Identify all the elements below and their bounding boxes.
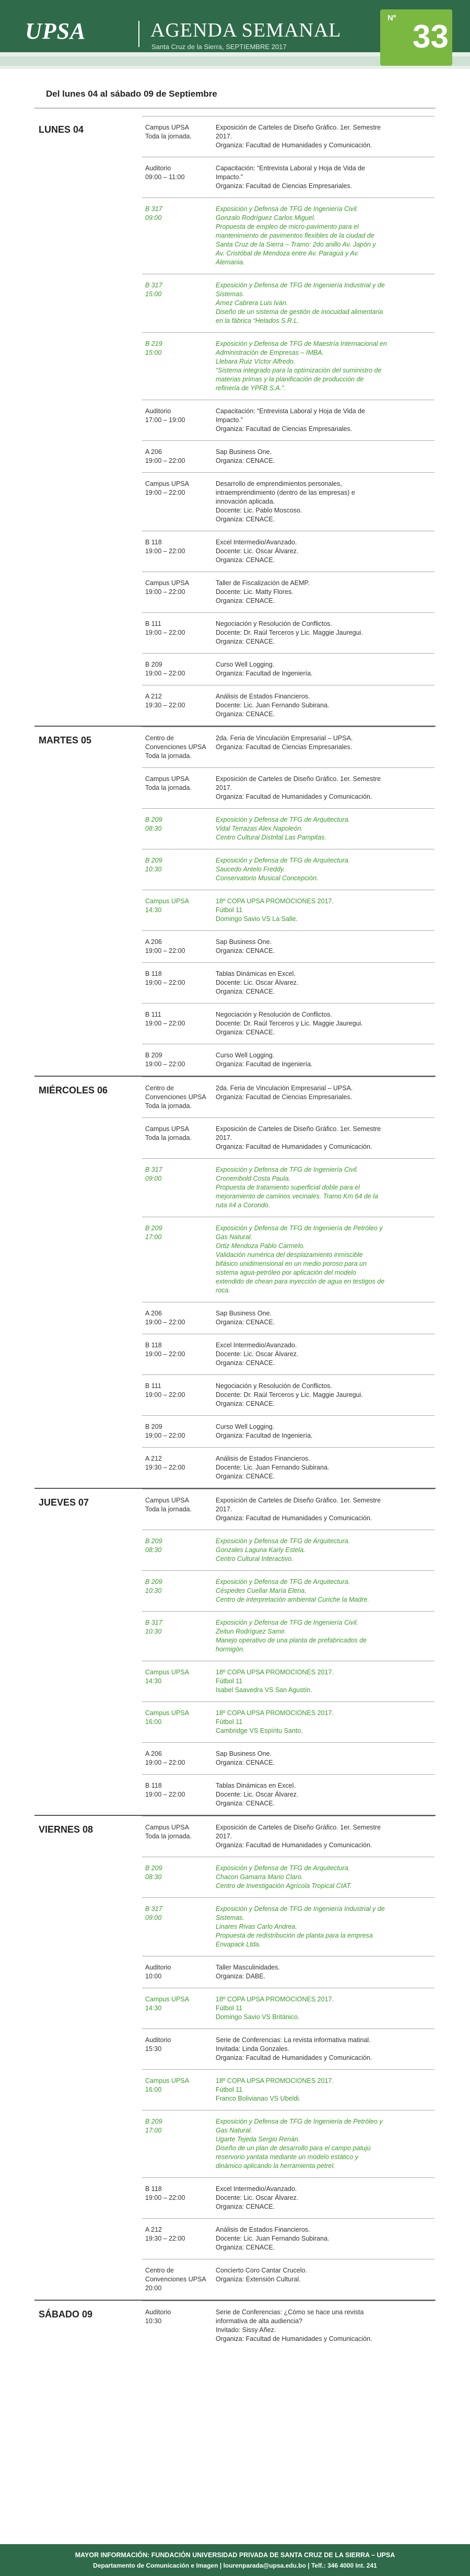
event-description: Curso Well Logging. Organiza: Facultad de Ingeniería. [216,661,313,677]
event-place-time: B 317 15:00 [145,282,162,298]
event-entry [142,2259,434,2300]
issue-number-box [380,9,452,66]
day-section [0,2301,470,2350]
event-description: Capacitación: “Entrevista Laboral y Hoja de Vida de Impacto.” Organiza: Facultad de Ciencias Empresariales. [216,165,366,190]
event-description: Sap Business One. Organiza: CENACE. [216,448,275,464]
upsa-logo: UPSA [25,18,86,44]
event-description: Desarrollo de emprendimientos personales, intraemprendimiento (dentro de las empresas) e innovación aplicada. Docente: Lic. Pablo Moscoso. Organiza: CENACE. [216,480,355,523]
event-description: 2da. Feria de Vinculación Empresarial – UPSA. Organiza: Facultad de Ciencias Empresariales. [216,735,353,751]
event-description: Sap Business One. Organiza: CENACE. [216,1750,275,1766]
event-description: Negociación y Resolución de Conflictos. Docente: Dr. Raúl Terceros y Lic. Maggie Jauregui. Organiza: CENACE. [216,1011,363,1036]
event-place-time: Campus UPSA Toda la jornada. [145,124,192,140]
event-entry [142,472,434,531]
event-place-time: A 206 19:00 – 22:00 [145,1310,185,1326]
event-place-time: Campus UPSA Toda la jornada. [145,1125,192,1141]
event-entry [142,1956,434,1988]
event-entry [142,440,434,472]
event-description: Sap Business One. Organiza: CENACE. [216,938,275,954]
event-description: Exposición de Carteles de Diseño Gráfico. 1er. Semestre 2017. Organiza: Facultad de Humanidades y Comunicación. [216,775,381,800]
header-divider [138,21,139,47]
event-place-time: Campus UPSA Toda la jornada. [145,1497,192,1513]
event-description: Exposición y Defensa de TFG de Ingeniería de Petróleo y Gas Natural. Ortiz Mendoza Pablo Carmelo. Validación numérica del desplazamiento inmiscible bifásico unidimensional en un medio poroso para un sistema agua-petróleo por aplicación del modelo extendido de chean para inyección de agua en testigos de roca. [216,1225,385,1294]
event-description: 18º COPA UPSA PROMOCIONES 2017. Fútbol 11 Domingo Savio VS Británico. [216,1996,334,2021]
event-place-time: Auditorio 10:30 [145,2309,171,2325]
event-entry [142,1857,434,1897]
event-place-time: B 118 19:00 – 22:00 [145,970,185,986]
event-place-time: B 118 19:00 – 22:00 [145,1782,185,1798]
event-description: 18º COPA UPSA PROMOCIONES 2017. Fútbol 11 Isabel Saavedra VS San Agustín. [216,1669,334,1694]
event-entry [142,157,434,197]
event-place-time: A 212 19:30 – 22:00 [145,1455,185,1471]
event-entry [142,116,434,157]
event-entry [142,1117,434,1158]
footer-contact: Departamento de Comunicación e Imagen | lourenparada@upsa.edu.bo | Telf.: 346 4000 Int. 241 [93,2562,377,2569]
event-description: Exposición y Defensa de TFG de Maestría Internacional en Administración de Empresas – IMBA. Llebara Ruiz Víctor Alfredo. “Sistema integrado para la optimización del suministro de materias primas y la planificación de producción de refinería de YPFB S.A.”. [216,340,387,392]
event-entry [142,2110,434,2177]
event-place-time: Auditorio 09:00 – 11:00 [145,165,185,181]
event-entry [142,1774,434,1815]
event-place-time: B 209 10:30 [145,857,162,873]
event-description: Excel Intermedio/Avanzado. Docente: Lic. Oscar Álvarez. Organiza: CENACE. [216,1342,299,1367]
event-description: Análisis de Estados Financieros. Docente: Lic. Juan Fernando Subirana. Organiza: CENACE. [216,2226,330,2251]
event-description: 18º COPA UPSA PROMOCIONES 2017. Fútbol 11 Cambridge VS Espíritu Santo. [216,1709,334,1734]
event-entry [142,197,434,274]
event-place-time: Campus UPSA 19:00 – 22:00 [145,480,190,496]
event-description: 18º COPA UPSA PROMOCIONES 2017. Fútbol 11 Domingo Savio VS La Salle. [216,897,334,923]
event-description: Análisis de Estados Financieros. Docente: Lic. Juan Fernando Subirana. Organiza: CENACE. [216,1455,330,1480]
event-entry [142,2029,434,2069]
day-name: MIÉRCOLES 06 [39,1085,108,1095]
event-entry [142,1158,434,1217]
event-place-time: A 206 19:00 – 22:00 [145,448,185,464]
event-place-time: Campus UPSA Toda la jornada. [145,1824,192,1840]
event-description: Exposición y Defensa de TFG de Arquitectura. Gonzales Laguna Karly Estela. Centro Cultural Interactivo. [216,1537,350,1563]
event-entry [142,1044,434,1076]
event-place-time: B 209 08:30 [145,1864,162,1881]
event-description: Exposición de Carteles de Diseño Gráfico. 1er. Semestre 2017. Organiza: Facultad de Humanidades y Comunicación. [216,1824,381,1849]
event-description: Concierto Coro Cantar Crucelo. Organiza: Extensión Cultural. [216,2267,308,2283]
event-description: Curso Well Logging. Organiza: Facultad de Ingeniería. [216,1052,313,1068]
event-description: 2da. Feria de Vinculación Empresarial – UPSA. Organiza: Facultad de Ciencias Empresariales. [216,1085,353,1101]
event-entry [142,1530,434,1570]
event-entry [142,1334,434,1374]
footer [0,2544,470,2576]
event-entry [142,2069,434,2110]
event-description: Capacitación: “Entrevista Laboral y Hoja de Vida de Impacto.” Organiza: Facultad de Ciencias Empresariales. [216,407,366,433]
event-place-time: B 209 08:30 [145,816,162,832]
event-place-time: Auditorio 17:00 – 19:00 [145,407,185,424]
event-place-time: Campus UPSA 14:30 [145,1669,190,1685]
event-place-time: Auditorio 15:30 [145,2036,171,2053]
event-place-time: Campus UPSA 16:00 [145,2077,190,2093]
event-place-time: Centro de Convenciones UPSA Toda la jornada. [145,735,206,760]
top-rule [34,108,436,109]
event-place-time: B 317 10:30 [145,1619,162,1635]
event-entry [142,653,434,685]
day-section [0,1816,470,2300]
event-entry [142,531,434,572]
event-place-time: Campus UPSA 16:00 [145,1709,190,1726]
page-title: AGENDA SEMANAL [150,19,342,41]
event-place-time: B 209 19:00 – 22:00 [145,1423,185,1439]
event-place-time: B 118 19:00 – 22:00 [145,539,185,555]
event-description: Exposición de Carteles de Diseño Gráfico. 1er. Semestre 2017. Organiza: Facultad de Humanidades y Comunicación. [216,1497,381,1522]
day-section [0,727,470,1076]
event-description: Exposición y Defensa de TFG de Arquitectura. Céspedes Cuellar María Elena. Centro de interpretación ambiental Curiche la Madre. [216,1578,369,1603]
event-description: Taller Masculinidades. Organiza: DABE. [216,1964,280,1980]
event-entry [142,727,434,767]
event-description: Exposición y Defensa de TFG de Ingeniería Industrial y de Sistemas. Linares Rivas Carlo Andrea. Propuesta de redistribución de planta para la empresa Envapack Ltda. [216,1905,385,1948]
event-place-time: B 317 09:00 [145,1905,162,1921]
event-description: Análisis de Estados Financieros. Docente: Lic. Juan Fernando Subirana. Organiza: CENACE. [216,693,330,718]
header [0,0,470,69]
event-description: Serie de Conferencias: La revista informativa matinal. Invitada: Linda Gonzales. Organiza: Facultad de Humanidades y Comunicación. [216,2036,372,2061]
event-place-time: Centro de Convenciones UPSA Toda la jornada. [145,1085,206,1110]
event-description: Exposición y Defensa de TFG de Arquitectura. Chacon Gamarra Mario Claro. Centro de Investigación Agrícola Tropical CIAT. [216,1864,352,1890]
event-description: Negociación y Resolución de Conflictos. Docente: Dr. Raúl Terceros y Lic. Maggie Jauregui. Organiza: CENACE. [216,620,363,645]
event-description: Negociación y Resolución de Conflictos. Docente: Dr. Raúl Terceros y Lic. Maggie Jauregui. Organiza: CENACE. [216,1382,363,1407]
event-place-time: Campus UPSA 14:30 [145,897,190,914]
event-entry [142,1217,434,1302]
event-place-time: B 209 17:00 [145,1225,162,1241]
event-place-time: B 209 08:30 [145,1537,162,1554]
event-description: Serie de Conferencias: ¿Cómo se hace una revista informativa de alta audiencia? Invitado: Sissy Añez. Organiza: Facultad de Humanidades y Comunicación. [216,2309,372,2342]
event-entry [142,1701,434,1742]
event-place-time: Auditorio 10:00 [145,1964,171,1980]
event-place-time: A 212 19:30 – 22:00 [145,2226,185,2242]
event-description: Sap Business One. Organiza: CENACE. [216,1310,275,1326]
event-entry [142,685,434,726]
event-entry [142,1489,434,1530]
event-place-time: B 118 19:00 – 22:00 [145,1342,185,1358]
event-entry [142,612,434,653]
event-place-time: A 212 19:30 – 22:00 [145,693,185,709]
day-section [0,1489,470,1815]
event-place-time: B 209 10:30 [145,1578,162,1594]
event-place-time: B 317 09:00 [145,205,162,222]
event-description: Exposición y Defensa de TFG de Ingeniería Civil. Zeitun Rodríguez Samir. Manejo operativo de una planta de prefabricados de hormigón. [216,1619,367,1653]
event-place-time: B 209 19:00 – 22:00 [145,1052,185,1068]
event-description: Exposición y Defensa de TFG de Arquitectura. Vidal Terrazas Alex Napoleón. Centro Cultural Distrital Las Pampitas. [216,816,350,841]
event-entry [142,572,434,612]
event-place-time: B 209 17:00 [145,2118,162,2134]
event-entry [142,1302,434,1334]
issue-number: 33 [413,19,449,55]
event-entry [142,930,434,962]
event-entry [142,1742,434,1774]
event-description: 18º COPA UPSA PROMOCIONES 2017. Fútbol 11 Franco Bolivianao VS Ubeldi. [216,2077,334,2102]
event-description: Exposición y Defensa de TFG de Ingeniería Civil. Cronembold Costa Paula. Propuesta de tratamiento superficial doble para el mejoramiento de caminos vecinales. Tramo Km 64 de la ruta #4 a Corondo. [216,1166,379,1209]
event-entry [142,2218,434,2259]
event-place-time: B 209 19:00 – 22:00 [145,661,185,677]
event-entry [142,1816,434,1857]
event-entry [142,1374,434,1415]
event-entry [142,808,434,849]
event-description: Curso Well Logging. Organiza: Facultad de Ingeniería. [216,1423,313,1439]
event-entry [142,1077,434,1117]
day-name: LUNES 04 [39,124,84,135]
event-entry [142,2301,434,2350]
event-place-time: B 219 15:00 [145,340,162,356]
event-entry [142,1003,434,1044]
date-range: Del lunes 04 al sábado 09 de Septiembre [46,89,217,99]
event-entry [142,1447,434,1488]
event-entry [142,1661,434,1701]
event-description: Exposición y Defensa de TFG de Ingeniería Civil. Gonzalo Rodríguez Carlos Miguel. Propuesta de empleo de micro-pavimento para el mantenimiento de pavimentos flexibles de la ciudad de Santa Cruz de la Sierra – Tramo: 2do anillo Av. Japón y Av. Cristóbal de Mendoza entre Av. Paraguá y Av. Alemania. [216,205,376,266]
event-place-time: Campus UPSA Toda la jornada. [145,775,192,791]
event-place-time: A 206 19:00 – 22:00 [145,1750,185,1766]
event-description: Taller de Fiscalización de AEMP. Docente: Lic. Matty Flores. Organiza: CENACE. [216,579,310,604]
event-description: Exposición y Defensa de TFG de Ingeniería de Petróleo y Gas Natural. Ugarte Tejeda Sergio Renán. Diseño de un plan de desarrollo para el campo patujú reservorio yantata mediante un modelo estático y dinámico aplicando la herramienta petrel. [216,2118,383,2170]
event-entry [142,2177,434,2218]
event-entry [142,1415,434,1447]
event-description: Excel Intermedio/Avanzado. Docente: Lic. Oscar Álvarez. Organiza: CENACE. [216,2185,299,2210]
event-entry [142,1988,434,2029]
event-entry [142,1570,434,1611]
event-place-time: B 118 19:00 – 22:00 [145,2185,185,2201]
event-place-time: B 111 19:00 – 22:00 [145,620,185,636]
event-place-time: Campus UPSA 14:30 [145,1996,190,2012]
event-description: Tablas Dinámicas en Excel. Docente: Lic. Oscar Álvarez. Organiza: CENACE. [216,1782,299,1807]
event-place-time: B 111 19:00 – 22:00 [145,1011,185,1027]
event-description: Tablas Dinámicas en Excel. Docente: Lic. Oscar Álvarez. Organiza: CENACE. [216,970,299,995]
issue-number-label: Nº [387,14,396,22]
event-entry [142,332,434,400]
event-description: Exposición de Carteles de Diseño Gráfico. 1er. Semestre 2017. Organiza: Facultad de Humanidades y Comunicación. [216,1125,381,1150]
day-name: MARTES 05 [39,735,92,745]
day-name: SÁBADO 09 [39,2309,93,2319]
event-description: Exposición de Carteles de Diseño Gráfico. 1er. Semestre 2017. Organiza: Facultad de Humanidades y Comunicación. [216,124,381,149]
agenda-content [0,116,470,2350]
event-place-time: Centro de Convenciones UPSA 20:00 [145,2267,206,2292]
event-description: Exposición y Defensa de TFG de Ingeniería Industrial y de Sistemas. Arnez Cabrera Luis Iván. Diseño de un sistema de gestión de inocuidad alimentaria en la fábrica “Helados S.R.L. [216,282,385,324]
event-entry [142,1611,434,1661]
event-entry [142,400,434,440]
day-section [0,116,470,726]
event-place-time: Campus UPSA 19:00 – 22:00 [145,579,190,596]
day-name: VIERNES 08 [39,1824,93,1835]
event-place-time: B 111 19:00 – 22:00 [145,1382,185,1398]
event-place-time: A 206 19:00 – 22:00 [145,938,185,954]
event-entry [142,962,434,1003]
footer-info: MAYOR INFORMACIÓN: FUNDACIÓN UNIVERSIDAD PRIVADA DE SANTA CRUZ DE LA SIERRA – UPSA [75,2551,395,2559]
event-place-time: B 317 09:00 [145,1166,162,1182]
page-subtitle: Santa Cruz de la Sierra, SEPTIEMBRE 2017 [151,43,287,51]
event-entry [142,849,434,890]
event-entry [142,1897,434,1956]
event-description: Exposición y Defensa de TFG de Arquitectura. Saucedo Antelo Freddy. Conservatorio Musical Concepción. [216,857,350,882]
event-entry [142,767,434,808]
day-name: JUEVES 07 [39,1497,89,1508]
day-section [0,1077,470,1488]
event-description: Excel Intermedio/Avanzado. Docente: Lic. Oscar Álvarez. Organiza: CENACE. [216,539,299,564]
event-entry [142,274,434,332]
event-entry [142,890,434,930]
